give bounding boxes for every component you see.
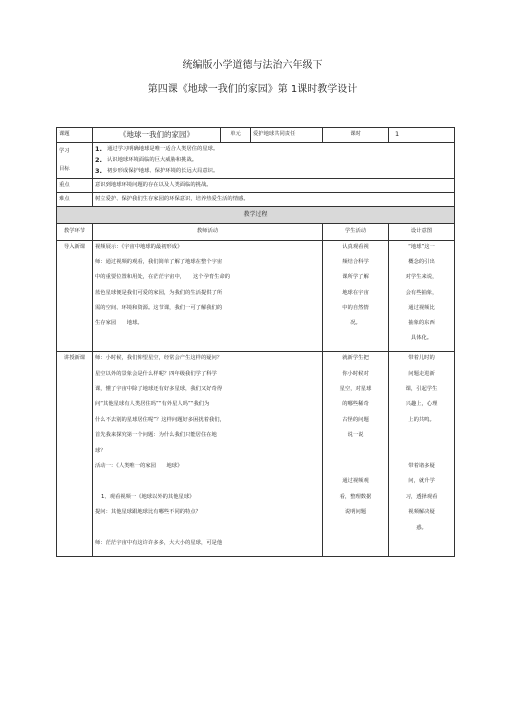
difficulty-label: 难点	[57, 193, 93, 207]
goal-item: 3. 初步形成保护地球、保护环境的长远大局意识。	[95, 166, 219, 175]
student-activity: 认真观看视 频结合科学 课所学了解 地球在宇宙 中的自然情 况。	[323, 241, 389, 352]
goals-row	[57, 143, 455, 179]
document-title: 统编版小学道德与法治六年级下	[182, 60, 323, 71]
process-heading-row	[57, 207, 455, 224]
col-teacher: 教师活动	[93, 224, 323, 241]
hours-label: 课时	[323, 128, 389, 143]
lesson-plan-table	[56, 127, 455, 557]
process-heading: 教学过程	[57, 207, 455, 224]
process-column-headers	[57, 224, 455, 241]
difficulty-row	[57, 193, 455, 207]
col-intent: 设计意图	[389, 224, 455, 241]
design-intent: 带着儿时的 问题走进新 课，引起学生 兴趣上，心理 上的共鸣。 带着诸多疑 问，就升学 习，透择观看 视频解决疑 惑。	[389, 352, 455, 557]
key-point-label: 重点	[57, 179, 93, 193]
goals-label: 学习 目标	[57, 143, 93, 179]
phase-intro: 导入新课	[57, 241, 93, 352]
goal-item: 2. 认识地球环境面临的巨大威胁和挑战。	[95, 155, 198, 164]
teacher-activity: 视频展示：《宇宙中地球的最初形成》 师：通过视频的观看，我们简单了解了地球在整个宇宙 中的重要位置和用处，在茫茫宇宙中， 这个孕育生命的 蓝色星球便是我们可爱的家园，为我们的生活提供了所 需的空间、环境和资源。这节课，我们一可了解我们的 生存家园 地球。	[93, 241, 323, 352]
unit-value: 爱护地球共同责任	[251, 128, 323, 143]
col-student: 学生活动	[323, 224, 389, 241]
col-phase: 教学环节	[57, 224, 93, 241]
goals-list	[93, 143, 455, 179]
topic-row	[57, 128, 455, 143]
phase-new: 讲授新课	[57, 352, 93, 557]
unit-label: 单元	[221, 128, 251, 143]
process-row-intro	[57, 241, 455, 352]
document-subtitle: 第四课《地球一我们的家园》第 1课时教学设计	[147, 84, 358, 95]
goal-item: 1. 通过学习明确地球是唯一适合人类居住的星球。	[95, 144, 219, 153]
process-row-new	[57, 352, 455, 557]
key-point-row	[57, 179, 455, 193]
student-activity: 就新学生把 你小时候对 星空，对星球 的哪些稀奇 古怪的问题 说一说 通过视频观 看，整理数据 说明问题	[323, 352, 389, 557]
topic-value: 《地球一我们的家园》	[93, 128, 221, 143]
topic-label: 课题	[57, 128, 93, 143]
hours-value: 1	[389, 128, 455, 143]
design-intent: “地球”这一 概念的引出 对学生来说， 会有些抽象， 通过视频比 抽象的东西 具体化。	[389, 241, 455, 352]
teacher-activity: 师：小时候，我们仰望星空，经常会产生这样的疑问？ 星空以外的景象会是什么样呢？四年级我们学了科学 课，懂了宇宙中除了地球还有好多星球，我们又好奇得 问“其他星球有人类居住吗”“有外星人吗”“我们为 什么不去别的星球居住呢”？这样问题好多困扰着我们， 首先我来探究第一个问题：为什么我们只能居住在地 球？ 活动一：《人类唯一的家园 地球》 1、观看视频一《地球以外的其他星球》 提问：其他星球跟地球比有哪些不同的特点？ 师：茫茫宇宙中有这许许多多，大大小的星球，可是他	[93, 352, 323, 557]
difficulty-text: 树立爱护、保护我们生存家园的环保意识，培养热爱生活的情感。	[93, 193, 455, 207]
key-point-text: 意识到地球环境问题的存在以及人类面临的挑战。	[93, 179, 455, 193]
